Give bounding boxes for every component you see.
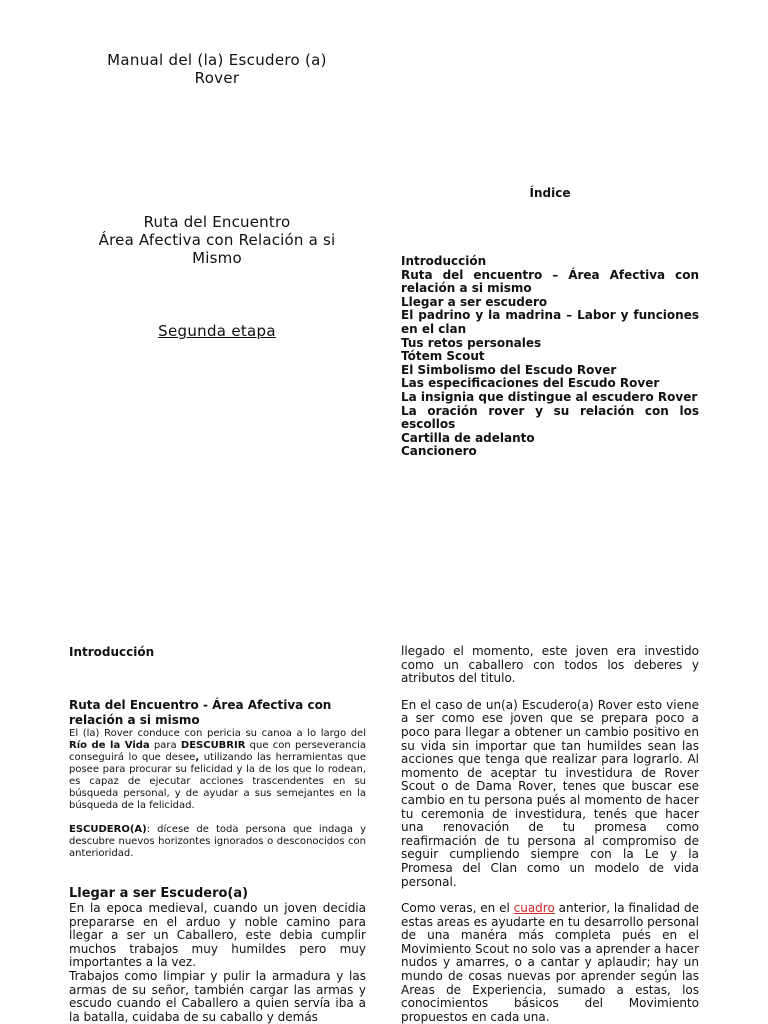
index-item[interactable]: Cartilla de adelanto: [401, 430, 535, 445]
route-heading-line1: Ruta del Encuentro - Área Afectiva con: [69, 698, 332, 712]
right-paragraph-3: Como veras, en el cuadro anterior, la finalidad de estas areas es ayudarte en tu desarrollo personal de una manéra más completa pués en el Movimiento Scout no solo vas a aprender a hacer nudos y amarres, o a cantar y aplaudir; hay un mundo de cosas nuevas por aprender según las Areas de Experiencia, sumado a estas, los conocimientos básicos del Movimiento propuestos en cada una.: [401, 901, 699, 1024]
index-item[interactable]: Introducción: [401, 254, 487, 268]
index-list: [401, 255, 699, 459]
llegar-section: [69, 886, 366, 1024]
index-heading: Índice: [529, 186, 571, 200]
llegar-heading: Llegar a ser Escudero(a): [69, 886, 249, 901]
route-title-line2: Área Afectiva con Relación a si: [98, 231, 336, 249]
index-item[interactable]: La oración rover y su relación con los escollos: [401, 403, 699, 432]
manual-title-line2: Rover: [194, 69, 240, 87]
route-paragraph: El (la) Rover conduce con pericia su canoa a lo largo del Río de la Vida para DESCUBRIR que con perseverancia conseguirá lo que desee, utilizando las herramientas que posee para procurar su felicidad y la de los que lo rodean, es capaz de ejecutar acciones trascendentes en su búsqueda personal, y de ayudar a sus semejantes en la búsqueda de la felicidad.: [69, 728, 366, 811]
llegar-paragraph-1: En la epoca medieval, cuando un joven decidia prepararse en el arduo y noble camino para llegar a ser un Caballero, este debia cumplir muchos trabajos muy humildes pero muy importantes a la vez.: [69, 901, 366, 970]
stage-heading: Segunda etapa: [158, 322, 276, 340]
escudero-definition: ESCUDERO(A): dícese de toda persona que indaga y descubre nuevos horizontes ignorados o desconocidos con anterioridad.: [69, 824, 366, 859]
escudero-term: ESCUDERO(A): [69, 824, 147, 835]
right-column: [401, 645, 699, 1024]
index-item[interactable]: Las especificaciones del Escudo Rover: [401, 376, 660, 391]
right-paragraph-2: En el caso de un(a) Escudero(a) Rover esto viene a ser como ese joven que se prepara poco a poco para llegar a obtener un cambio positivo en su vida sin importar que tan humildes sean las acciones que tenga que realizar para lograrlo. Al momento de aceptar tu investidura de Rover Scout o de Dama Rover, tenes que buscar ese cambio en tu persona pués al momento de hacer tu ceremonia de investidura, tenés que hacer una renovación de tu promesa como reafirmación de tu persona al compromiso de seguir cumpliendo siempre con la Le y la Promesa del Clan como un modelo de vida personal.: [401, 697, 699, 889]
route-section-heading: [69, 698, 366, 728]
route-title-line3: Mismo: [192, 249, 242, 267]
rio-de-la-vida: Río de la Vida: [69, 740, 150, 751]
route-title: [60, 213, 374, 267]
index-item[interactable]: Ruta del encuentro – Área Afectiva con relación a si mismo: [401, 267, 699, 296]
intro-heading: Introducción: [69, 645, 155, 659]
right-paragraph-1: llegado el momento, este joven era investido como un caballero con todos los deberes y atributos del titulo.: [401, 644, 699, 686]
route-heading-line2: relación a si mismo: [69, 713, 200, 727]
manual-title: [60, 51, 374, 87]
llegar-paragraph-2: Trabajos como limpiar y pulir la armadura y las armas de su señor, también cargar las armas y escudo cuando el Caballero a quien servía iba a la batalla, cuidaba de su caballo y demás: [69, 968, 366, 1024]
route-section: [69, 698, 366, 860]
cuadro-link[interactable]: cuadro: [513, 901, 555, 916]
index-item[interactable]: El Simbolismo del Escudo Rover: [401, 362, 617, 377]
index-item[interactable]: Llegar a ser escudero: [401, 294, 548, 309]
index-item[interactable]: La insignia que distingue al escudero Rover: [401, 389, 698, 404]
descubrir-word: DESCUBRIR: [180, 740, 246, 751]
index-item[interactable]: El padrino y la madrina – Labor y funciones en el clan: [401, 308, 699, 336]
index-item[interactable]: Tótem Scout: [401, 349, 485, 364]
index-item[interactable]: Cancionero: [401, 444, 477, 459]
index-item[interactable]: Tus retos personales: [401, 335, 542, 350]
manual-title-line1: Manual del (la) Escudero (a): [107, 51, 327, 69]
route-title-line1: Ruta del Encuentro: [143, 213, 291, 231]
